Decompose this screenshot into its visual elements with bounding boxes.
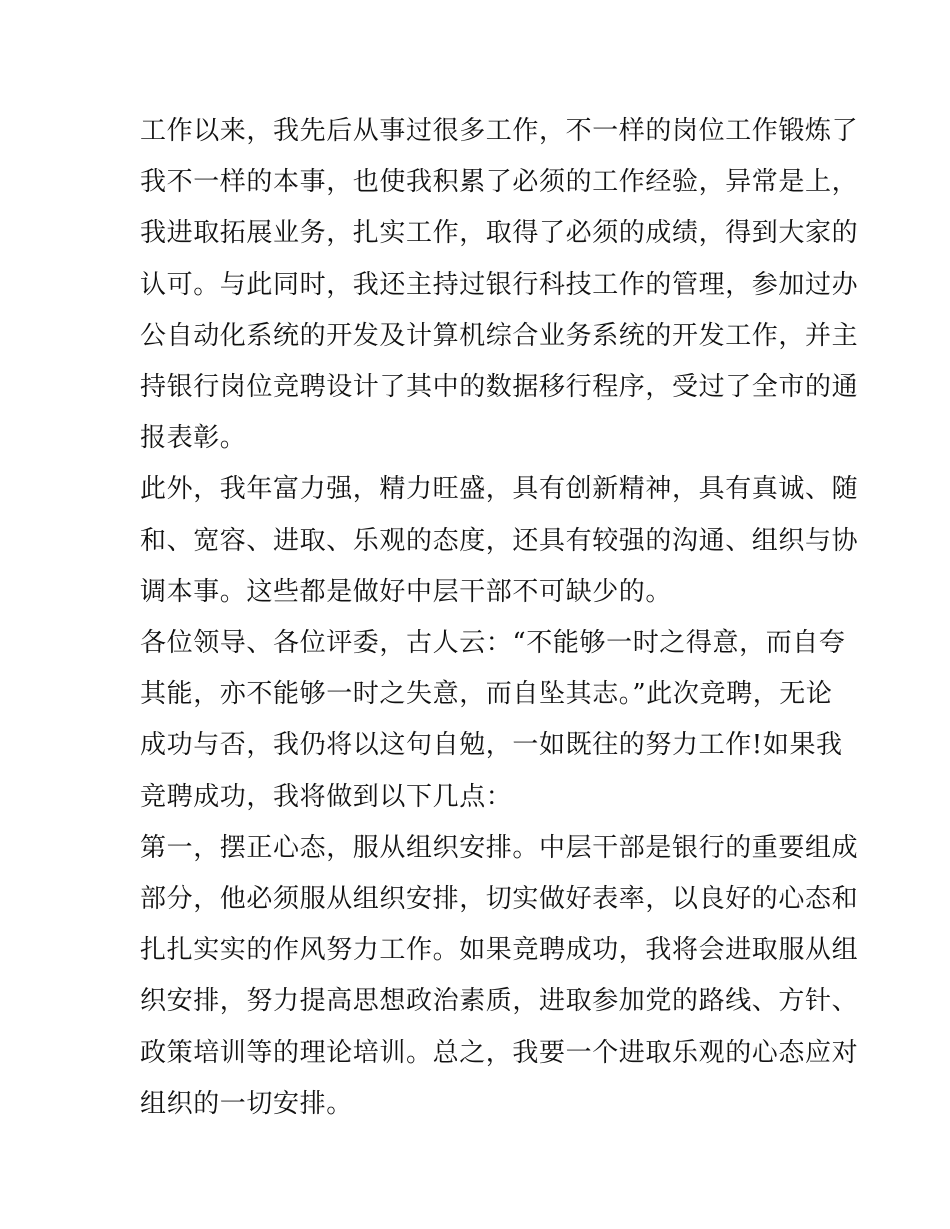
text-line: 各位领导、各位评委，古人云：“不能够一时之得意，而自夸 <box>140 628 846 659</box>
paragraph-point-one <box>140 823 859 1130</box>
text-line: 成功与否，我仍将以这句自勉，一如既往的努力工作!如果我 <box>140 730 843 761</box>
text-line: 公自动化系统的开发及计算机综合业务系统的开发工作，并主 <box>140 320 859 351</box>
text-line: 此外，我年富力强，精力旺盛，具有创新精神，具有真诚、随 <box>140 474 859 505</box>
text-line: 认可。与此同时，我还主持过银行科技工作的管理，参加过办 <box>140 269 859 300</box>
text-line: 和、宽容、进取、乐观的态度，还具有较强的沟通、组织与协 <box>140 525 859 556</box>
paragraph-personal-qualities <box>140 464 859 618</box>
text-line: 调本事。这些都是做好中层干部不可缺少的。 <box>140 576 673 607</box>
text-line: 部分，他必须服从组织安排，切实做好表率，以良好的心态和 <box>140 884 859 915</box>
text-line: 组织的一切安排。 <box>140 1088 353 1119</box>
text-line: 我不一样的本事，也使我积累了必须的工作经验，异常是上， <box>140 167 859 198</box>
paragraph-work-experience <box>140 106 859 464</box>
text-line: 其能，亦不能够一时之失意，而自坠其志。”此次竞聘，无论 <box>140 679 833 710</box>
text-line: 织安排，努力提高思想政治素质，进取参加党的路线、方针、 <box>140 986 859 1017</box>
text-line: 我进取拓展业务，扎实工作，取得了必须的成绩，得到大家的 <box>140 218 859 249</box>
text-line: 竞聘成功，我将做到以下几点： <box>140 781 513 812</box>
text-line: 报表彰。 <box>140 423 247 454</box>
text-line: 持银行岗位竞聘设计了其中的数据移行程序，受过了全市的通 <box>140 372 859 403</box>
text-line: 工作以来，我先后从事过很多工作，不一样的岗位工作锻炼了 <box>140 116 859 146</box>
paragraph-address-to-judges <box>140 618 846 823</box>
body-text <box>140 106 859 1130</box>
text-line: 第一，摆正心态，服从组织安排。中层干部是银行的重要组成 <box>140 832 859 863</box>
text-line: 政策培训等的理论培训。总之，我要一个进取乐观的心态应对 <box>140 1037 859 1068</box>
text-line: 扎扎实实的作风努力工作。如果竞聘成功，我将会进取服从组 <box>140 935 859 966</box>
